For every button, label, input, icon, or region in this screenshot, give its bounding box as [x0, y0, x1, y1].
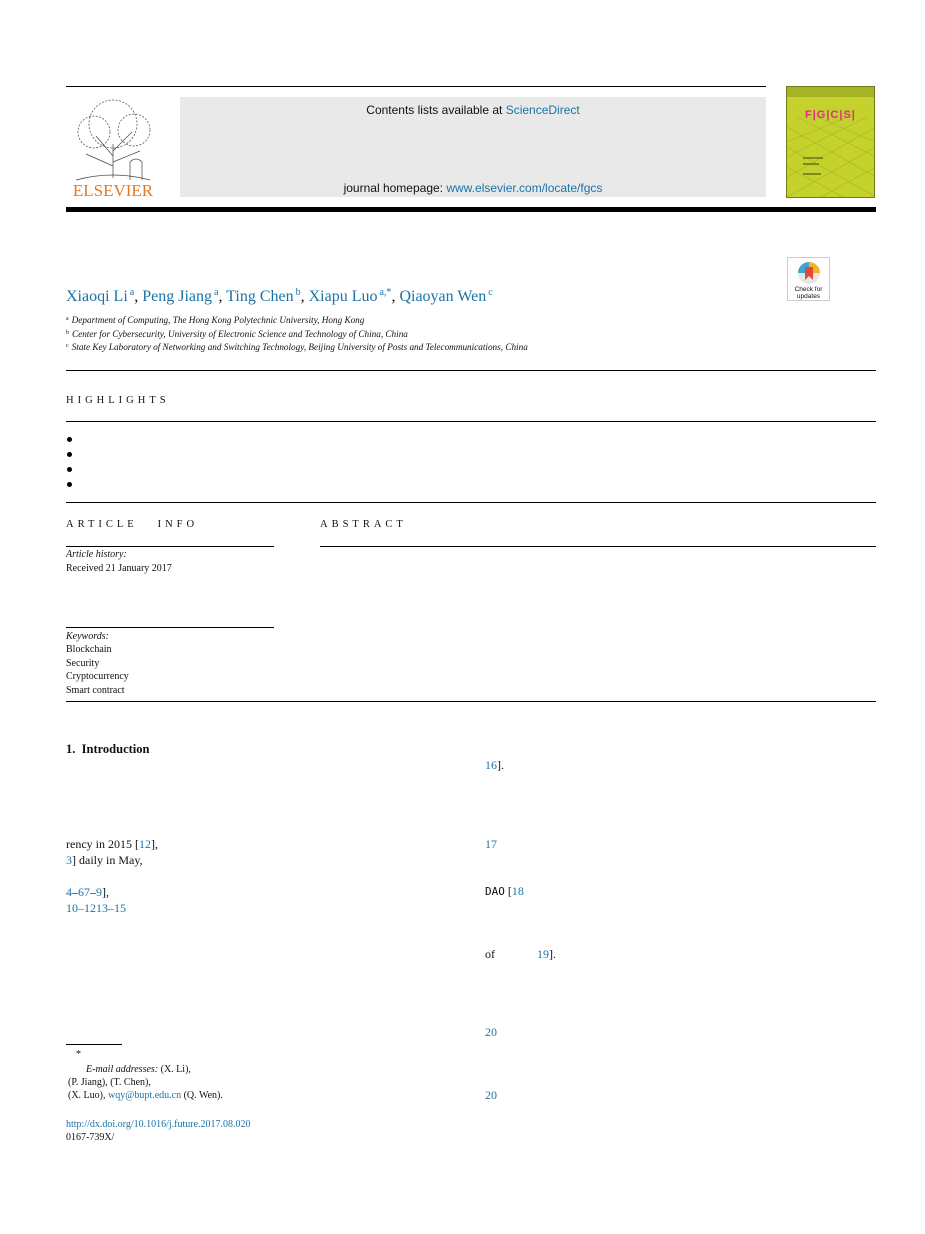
author-affiliation-mark: a [129, 287, 135, 298]
keywords-label: Keywords: [66, 631, 109, 642]
intro-left-line: 10–1213–15 [66, 901, 126, 915]
highlight-bullet [67, 437, 72, 442]
received-date: Received 21 January 2017 [66, 563, 172, 574]
footnote-rule [66, 1044, 122, 1045]
author-affiliation-mark: a [214, 287, 219, 298]
author-affiliation-mark: a,* [379, 287, 392, 298]
highlight-bullet [67, 452, 72, 457]
doi-link[interactable]: http://dx.doi.org/10.1016/j.future.2017.08.020 [66, 1119, 251, 1130]
sciencedirect-link[interactable]: ScienceDirect [505, 103, 580, 117]
tree-icon [66, 96, 160, 200]
intro-right-line [485, 1088, 497, 1103]
divider [66, 421, 876, 422]
check-for-updates-badge[interactable] [787, 257, 830, 301]
keyword: Blockchain [66, 644, 112, 655]
footnote-email-line: (P. Jiang), (T. Chen), [68, 1077, 151, 1088]
affiliation-b: $^b$ Center for Cybersecurity, University of Electronic Science and Technology of China, China [66, 329, 408, 339]
keyword: Cryptocurrency [66, 671, 129, 682]
divider [66, 502, 876, 503]
footnote-email-line: (X. Luo), wqy@bupt.edu.cn (Q. Wen). [68, 1090, 223, 1101]
footnote-star: * [76, 1049, 81, 1060]
elsevier-wordmark: ELSEVIER [72, 181, 154, 200]
cover-pattern-icon [787, 87, 875, 198]
citation-link[interactable]: 3 [66, 853, 72, 867]
homepage-line: journal homepage: www.elsevier.com/locate/fgcs [343, 181, 603, 195]
intro-left-line: rency in 2015 [12], [66, 837, 158, 851]
code-term: DAO [485, 885, 505, 898]
highlights-title: HIGHLIGHTS [66, 395, 170, 406]
crossmark-icon [797, 261, 821, 285]
intro-right-line: of 19]. [485, 947, 556, 961]
journal-cover[interactable] [786, 86, 875, 198]
article-info-title: ARTICLE INFO [66, 519, 199, 530]
divider [66, 701, 876, 702]
citation-link[interactable]: 18 [511, 884, 524, 898]
section-heading: 1. Introduction [66, 742, 150, 756]
abstract-title: ABSTRACT [320, 519, 407, 530]
journal-banner [180, 97, 766, 197]
citation-link[interactable]: 12 [138, 837, 151, 851]
top-rule [66, 86, 766, 87]
affiliation-a: $^a$ Department of Computing, The Hong Kong Polytechnic University, Hong Kong [66, 315, 365, 325]
citation-link[interactable]: 17 [485, 837, 497, 851]
citation-link[interactable]: 1213 [84, 901, 108, 915]
citation-link[interactable]: 20 [485, 1088, 497, 1102]
contents-line: Contents lists available at ScienceDirect [366, 103, 580, 117]
elsevier-logo [66, 96, 160, 200]
citation-link[interactable]: 4 [66, 885, 72, 899]
author-name[interactable]: Ting Chen [226, 288, 294, 305]
citation-link[interactable]: 20 [485, 1025, 497, 1039]
affiliation-c: $^c$ State Key Laboratory of Networking and Switching Technology, Beijing University of Posts and Telecommunications, China [66, 342, 528, 352]
email-link[interactable]: wqy@bupt.edu.cn [108, 1090, 182, 1101]
divider [66, 627, 274, 628]
keyword: Security [66, 658, 100, 669]
author-list: Xiaoqi Li $^a$, Peng Jiang $^a$, Ting Chen $^b$, Xiapu Luo $^{a,*}$, Qiaoyan Wen $^c$ [66, 287, 493, 305]
intro-left-line: 4–67–9], [66, 885, 109, 899]
citation-link[interactable]: 16 [485, 758, 497, 772]
author-affiliation-mark: b [295, 287, 301, 298]
divider [320, 546, 876, 547]
footnote-email-line: E-mail addresses: (X. Li), [86, 1064, 191, 1075]
intro-right-line: DAO [18 [485, 884, 524, 898]
citation-link[interactable]: 19 [537, 947, 549, 961]
citation-link[interactable]: 10 [66, 901, 78, 915]
citation-link[interactable]: 67 [78, 885, 90, 899]
author-name[interactable]: Xiaoqi Li [66, 288, 128, 305]
citation-link[interactable]: 9 [96, 885, 102, 899]
highlight-bullet [67, 482, 72, 487]
keyword: Smart contract [66, 685, 125, 696]
author-name[interactable]: Xiapu Luo [308, 288, 378, 305]
intro-right-line [485, 837, 497, 852]
highlight-bullet [67, 467, 72, 472]
author-name[interactable]: Qiaoyan Wen [399, 288, 487, 305]
divider [66, 370, 876, 371]
cover-title: F|G|C|S| [805, 109, 856, 121]
author-affiliation-mark: c [488, 287, 493, 298]
divider [66, 546, 274, 547]
intro-right-line [485, 1025, 497, 1040]
header-thick-rule [66, 207, 876, 212]
check-for-updates-label: Check for updates [794, 286, 823, 300]
article-history-label: Article history: [66, 549, 127, 560]
author-name[interactable]: Peng Jiang [142, 288, 212, 305]
journal-homepage-link[interactable]: www.elsevier.com/locate/fgcs [446, 181, 603, 195]
intro-right-line: 16]. [485, 758, 504, 772]
issn: 0167-739X/ [66, 1132, 115, 1143]
citation-link[interactable]: 15 [114, 901, 126, 915]
intro-left-line: 3] daily in May, [66, 853, 143, 867]
